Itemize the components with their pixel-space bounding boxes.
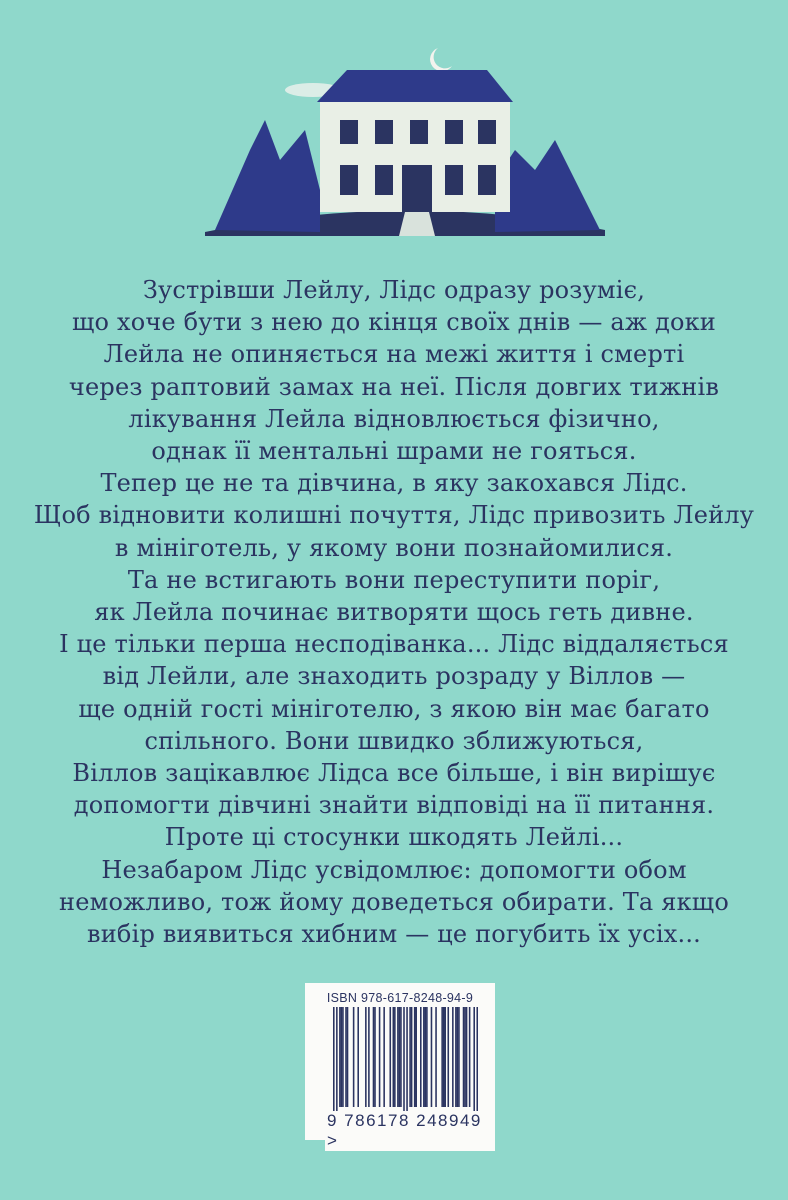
barcode-bar — [336, 1007, 338, 1117]
barcode-bar — [411, 1007, 413, 1107]
path — [399, 212, 435, 236]
barcode-bar — [447, 1007, 449, 1107]
barcode-bar — [443, 1007, 445, 1107]
barcode-bar — [373, 1007, 375, 1107]
barcode-bar — [365, 1007, 367, 1107]
barcode-bar — [397, 1007, 399, 1107]
barcode-bar — [426, 1007, 428, 1107]
barcode-bar — [399, 1007, 401, 1107]
barcode-bar — [414, 1007, 416, 1107]
house-illustration — [195, 40, 615, 240]
description-line: І це тільки перша несподіванка... Лідс віддаляється — [59, 630, 729, 659]
description-line: спільного. Вони швидко зближуються, — [144, 726, 644, 755]
barcode-bar — [469, 1007, 471, 1107]
barcode-bar — [345, 1007, 347, 1107]
description-line: від Лейли, але знаходить розраду у Віллов — — [102, 662, 686, 691]
barcode-digits: 9 786178 248949 > — [325, 1111, 495, 1151]
barcode-bar — [415, 1007, 417, 1107]
description-line: в мініготель, у якому вони познайомилися. — [114, 533, 674, 562]
barcode-bar — [400, 1007, 402, 1107]
barcode-bar — [379, 1007, 381, 1107]
barcode-bar — [423, 1007, 425, 1107]
description-line: допомогти дівчині знайти відповіді на її питання. — [73, 791, 715, 820]
barcode-bar — [353, 1007, 355, 1107]
barcode-bar — [409, 1007, 411, 1107]
description-line: Щоб відновити колишні почуття, Лідс привозить Лейлу — [33, 501, 755, 530]
barcode-bar — [389, 1007, 391, 1107]
barcode-bar — [431, 1007, 433, 1107]
description-line: вибір виявиться хибним — це погубить їх усіх... — [87, 920, 701, 949]
barcode-bar — [463, 1007, 465, 1107]
barcode-bar — [457, 1007, 459, 1107]
description-line: Віллов зацікавлює Лідса все більше, і він вирішує — [72, 759, 716, 788]
description-line: що хоче бути з нею до кінця своїх днів — аж доки — [71, 308, 717, 337]
description-line: Тепер це не та дівчина, в яку закохався Лідс. — [100, 469, 688, 498]
description-line: через раптовий замах на неї. Після довгих тижнів — [68, 372, 720, 401]
barcode-bar — [458, 1007, 460, 1107]
description-line: неможливо, тож йому доведеться обирати. Та якщо — [59, 887, 729, 916]
barcode-bar — [464, 1007, 466, 1107]
barcode-bar — [374, 1007, 376, 1107]
barcode-bar — [425, 1007, 427, 1107]
description-line: як Лейла починає витворяти щось геть дивне. — [94, 598, 694, 627]
barcode-bar — [476, 1007, 478, 1117]
barcode-bar — [339, 1007, 341, 1107]
barcode-bar — [441, 1007, 443, 1107]
description-line: ще одній гості мініготелю, з якою він має багато — [78, 694, 710, 723]
barcode-bar — [444, 1007, 446, 1107]
crescent-moon-icon — [430, 48, 452, 71]
barcode-bar — [342, 1007, 344, 1107]
description-line: Та не встигають вони переступити поріг, — [127, 565, 661, 594]
barcode-bars — [333, 1007, 478, 1117]
barcode-bar — [393, 1007, 395, 1107]
description-line: Незабаром Лідс усвідомлює: допомогти обом — [101, 855, 687, 884]
description-line: лікування Лейла відновлюється фізично, — [128, 404, 660, 433]
barcode-bar — [406, 1007, 408, 1117]
door — [402, 165, 432, 212]
barcode-bar — [466, 1007, 468, 1107]
barcode-bar — [403, 1007, 405, 1117]
description-line: Зустрівши Лейлу, Лідс одразу розуміє, — [142, 276, 646, 304]
barcode-bar — [455, 1007, 457, 1107]
barcode-bar — [347, 1007, 349, 1107]
barcode-bar — [394, 1007, 396, 1107]
barcode-bar — [435, 1007, 437, 1107]
barcode-bar — [420, 1007, 422, 1107]
barcode-bar — [341, 1007, 343, 1107]
barcode-bar — [357, 1007, 359, 1107]
barcode — [305, 983, 495, 1150]
book-description — [0, 274, 788, 950]
description-line: Лейла не опиняється на межі життя і смерті — [103, 340, 685, 369]
barcode-bar — [383, 1007, 385, 1107]
barcode-bar — [368, 1007, 370, 1107]
barcode-bar — [452, 1007, 454, 1107]
barcode-bar — [473, 1007, 475, 1117]
isbn-label: ISBN 978-617-8248-94-9 — [326, 991, 474, 1005]
barcode-bar — [333, 1007, 335, 1117]
description-line: Проте ці стосунки шкодять Лейлі... — [164, 823, 624, 852]
description-line: однак її ментальні шрами не гояться. — [151, 437, 637, 466]
roof — [317, 70, 513, 102]
